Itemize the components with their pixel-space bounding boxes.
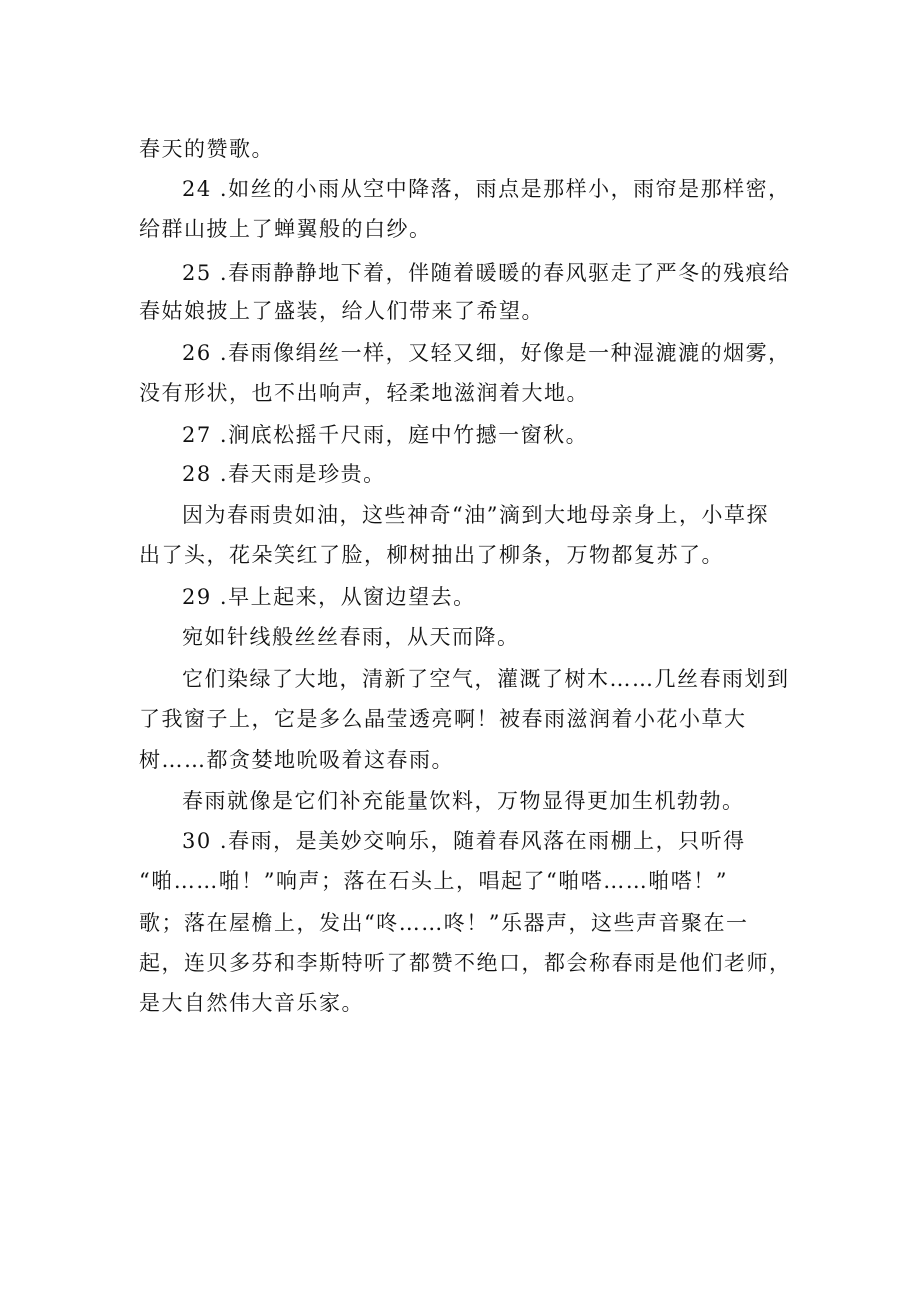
text-line: 因为春雨贵如油，这些神奇“油”滴到大地母亲身上，小草探 [182,503,769,527]
text-line: “啪……啪！”响声；落在石头上，唱起了“啪嗒……啪嗒！” [139,869,728,893]
text-line: 给群山披上了蝉翼般的白纱。 [139,217,432,241]
text-line: 25 .春雨静静地下着，伴随着暖暖的春风驱走了严冬的残痕给 [182,261,791,285]
text-line: 树……都贪婪地吮吸着这春雨。 [139,748,454,772]
text-line: 24 .如丝的小雨从空中降落，雨点是那样小，雨帘是那样密， [182,177,791,201]
text-line: 29 .早上起来，从窗边望去。 [182,585,476,609]
text-line: 出了头，花朵笑红了脸，柳树抽出了柳条，万物都复苏了。 [139,543,724,567]
text-line: 它们染绿了大地，清新了空气，灌溉了树木……几丝春雨划到 [182,667,790,691]
text-line: 了我窗子上，它是多么晶莹透亮啊！被春雨滋润着小花小草大 [139,707,747,731]
text-line: 春天的赞歌。 [139,137,274,161]
text-line: 春姑娘披上了盛装，给人们带来了希望。 [139,299,544,323]
text-line: 是大自然伟大音乐家。 [139,991,364,1015]
text-line: 春雨就像是它们补充能量饮料，万物显得更加生机勃勃。 [182,789,745,813]
text-line: 28 .春天雨是珍贵。 [182,462,386,486]
text-line: 26 .春雨像绢丝一样，又轻又细，好像是一种湿漉漉的烟雾， [182,341,791,365]
text-line: 起，连贝多芬和李斯特听了都赞不绝口，都会称春雨是他们老师， [139,951,792,975]
text-line: 宛如针线般丝丝春雨，从天而降。 [182,625,520,649]
text-line: 歌；落在屋檐上，发出“咚……咚！”乐器声，这些声音聚在一 [139,911,749,935]
text-line: 27 .涧底松摇千尺雨，庭中竹撼一窗秋。 [182,423,589,447]
text-line: 30 .春雨，是美妙交响乐，随着春风落在雨棚上，只听得 [182,829,746,853]
text-line: 没有形状，也不出响声，轻柔地滋润着大地。 [139,381,589,405]
